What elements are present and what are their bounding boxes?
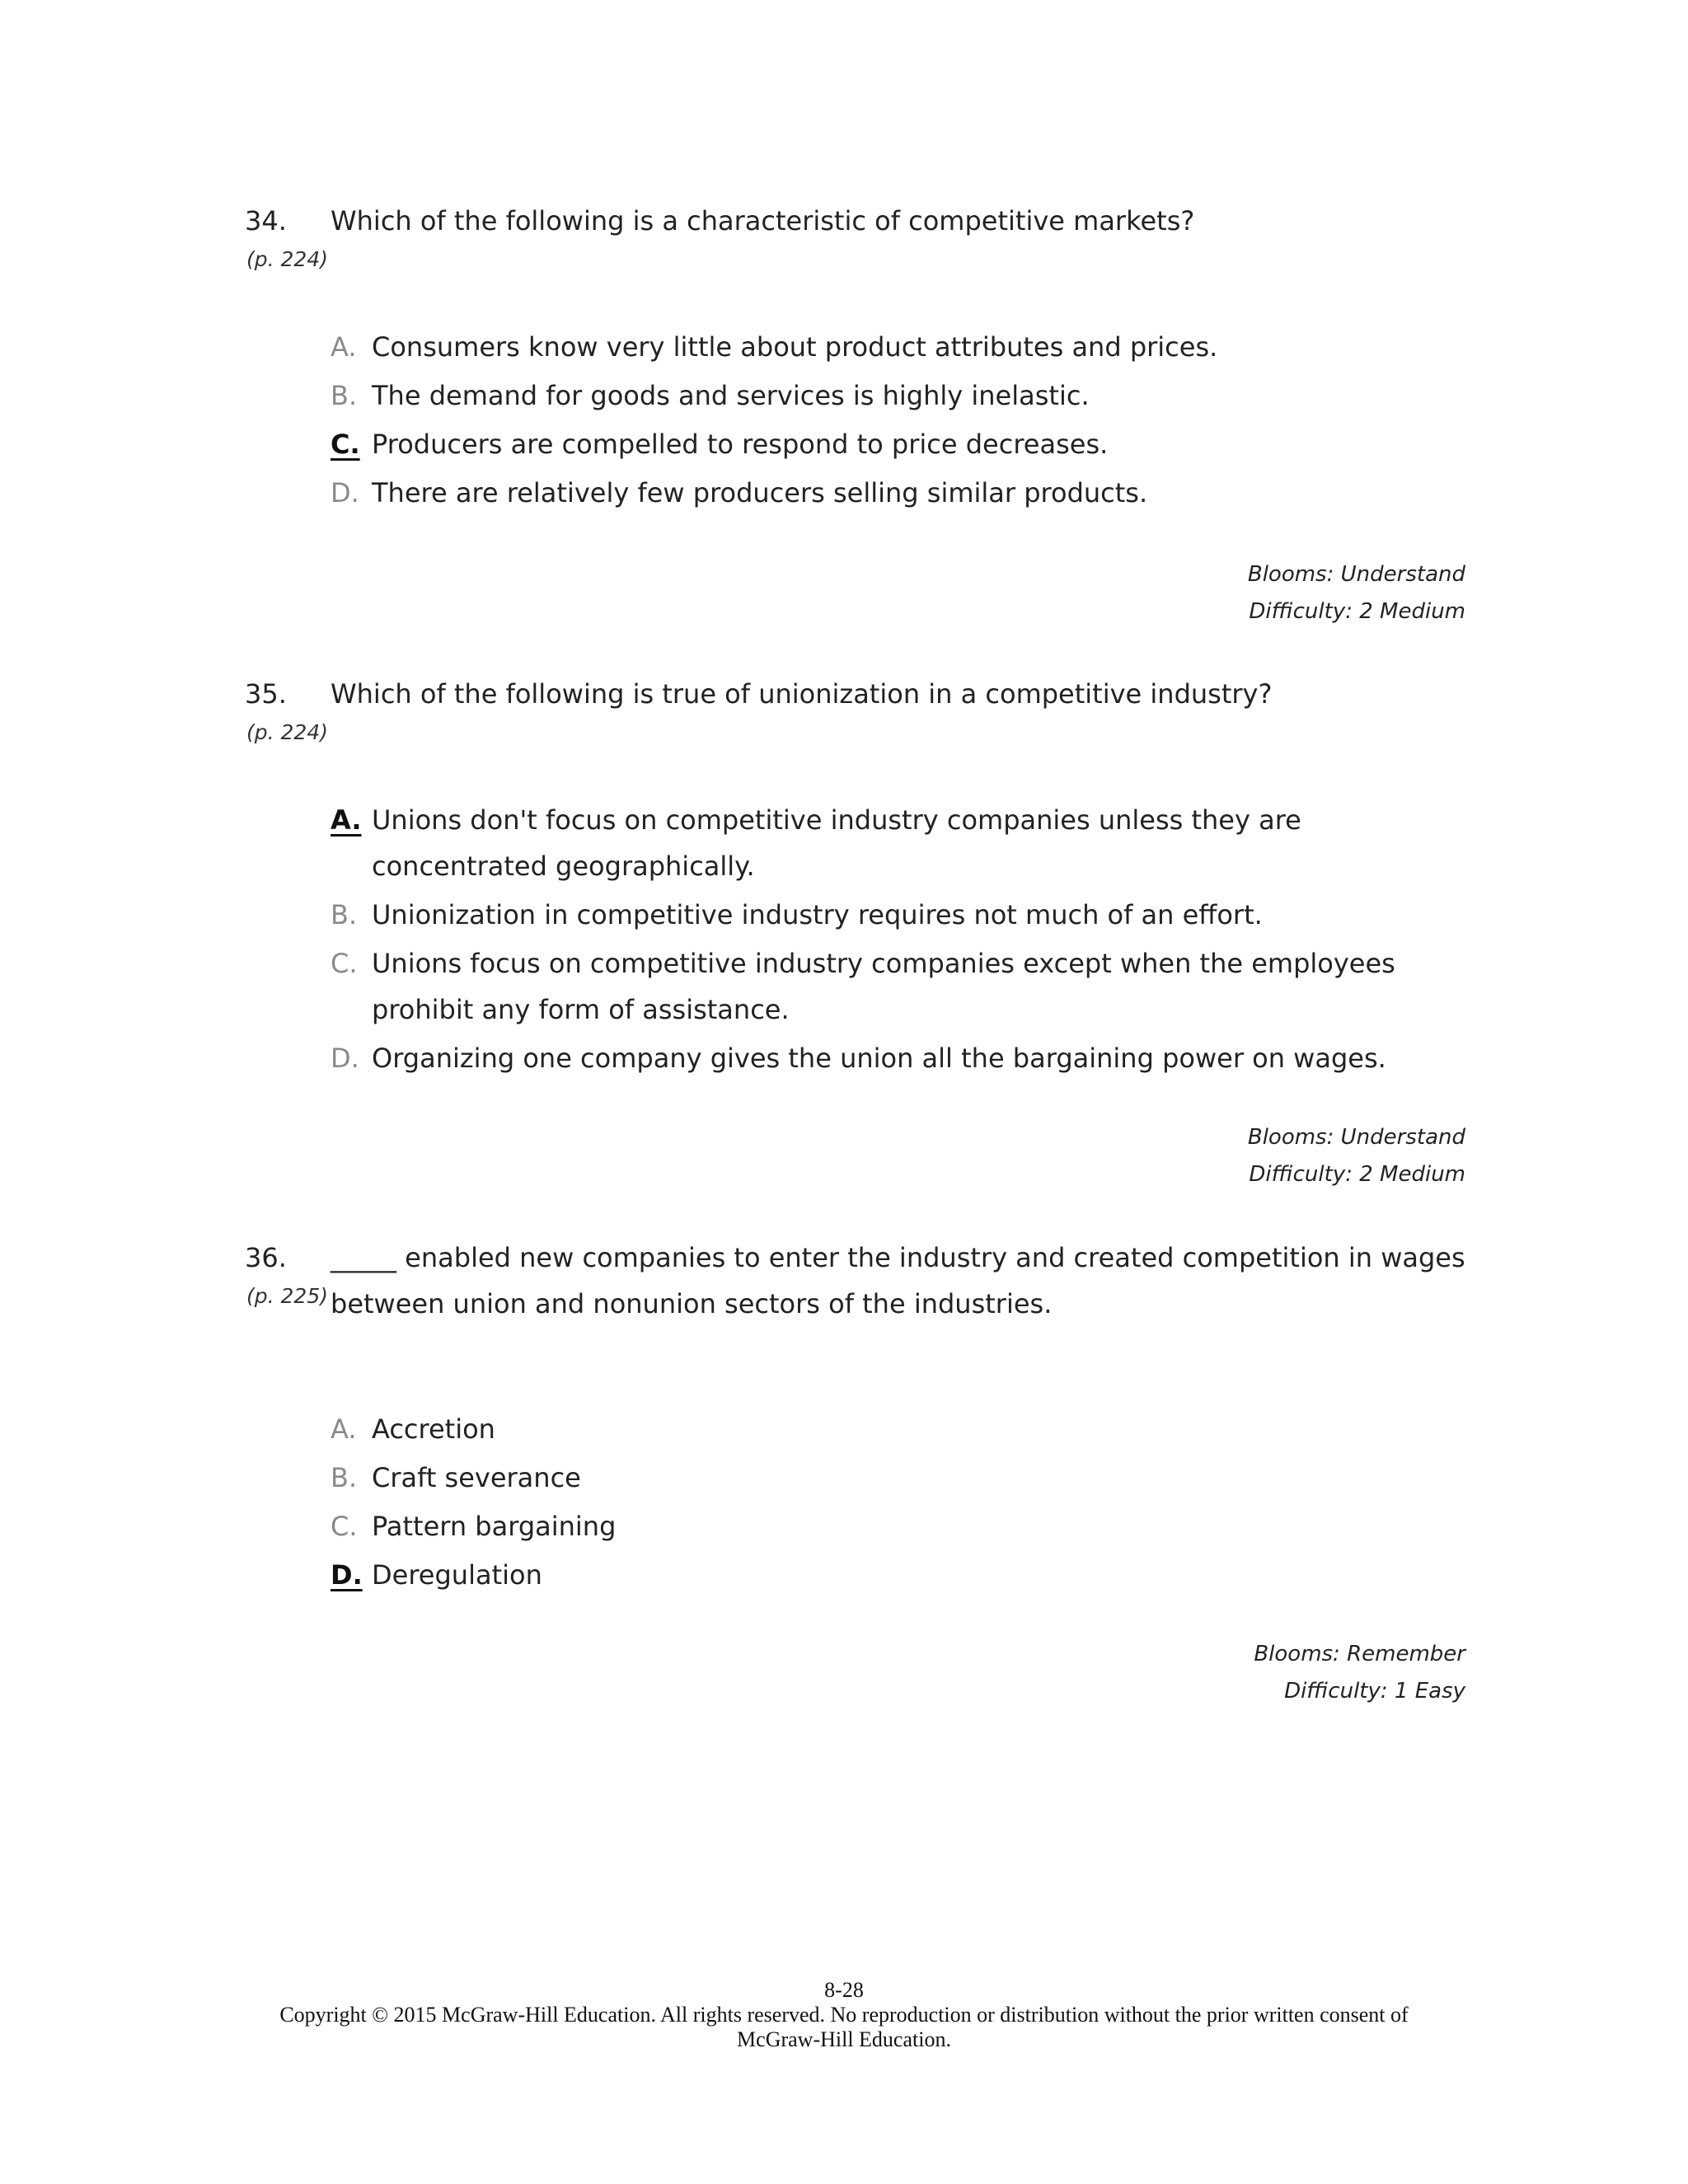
question-number: 36. bbox=[245, 1242, 287, 1273]
option-b bbox=[331, 373, 1468, 419]
question-34 bbox=[245, 198, 1465, 509]
option-text: Deregulation bbox=[372, 1559, 542, 1591]
difficulty-level: Difficulty: 2 Medium bbox=[1249, 1162, 1465, 1187]
option-letter: B. bbox=[331, 380, 358, 411]
option-c bbox=[331, 1503, 1468, 1549]
question-36-metadata bbox=[971, 1636, 1465, 1710]
option-d-correct bbox=[331, 1552, 1468, 1598]
option-letter: C. bbox=[331, 948, 358, 979]
option-text: The demand for goods and services is highly inelastic. bbox=[372, 380, 1090, 411]
question-text: Which of the following is true of unionization in a competitive industry? bbox=[331, 678, 1273, 710]
option-text: Consumers know very little about product attributes and prices. bbox=[372, 331, 1218, 363]
option-text: Accretion bbox=[372, 1413, 495, 1445]
option-c bbox=[331, 940, 1468, 1033]
question-35-metadata bbox=[971, 1119, 1465, 1193]
option-letter: C. bbox=[331, 1511, 358, 1542]
blooms-level: Blooms: Understand bbox=[1247, 562, 1465, 587]
option-text: There are relatively few producers selling similar products. bbox=[372, 477, 1148, 509]
option-b bbox=[331, 892, 1468, 938]
question-text: _____ enabled new companies to enter the industry and created competition in wages between union and nonunion sectors of the industries. bbox=[331, 1242, 1474, 1319]
copyright-line-2: McGraw-Hill Education. bbox=[737, 2027, 951, 2051]
option-letter: D. bbox=[331, 1043, 359, 1074]
option-letter: B. bbox=[331, 899, 358, 930]
option-text: Unions don't focus on competitive industry companies unless they are concentrated geographically. bbox=[372, 804, 1301, 882]
question-number: 34. bbox=[245, 205, 287, 237]
option-text: Craft severance bbox=[372, 1462, 581, 1493]
page-number: 8-28 bbox=[824, 1978, 864, 2002]
option-letter: A. bbox=[331, 331, 357, 363]
blooms-level: Blooms: Remember bbox=[1254, 1642, 1465, 1666]
question-35 bbox=[245, 671, 1465, 1074]
option-d bbox=[331, 470, 1468, 516]
option-text: Unions focus on competitive industry companies except when the employees prohibit any form of assistance. bbox=[372, 948, 1395, 1025]
option-d bbox=[331, 1035, 1468, 1081]
page-reference: (p. 224) bbox=[246, 247, 328, 271]
page-reference: (p. 224) bbox=[246, 720, 328, 744]
question-text: Which of the following is a characteristic of competitive markets? bbox=[331, 205, 1195, 237]
option-a bbox=[331, 1406, 1468, 1452]
difficulty-level: Difficulty: 2 Medium bbox=[1249, 599, 1465, 624]
option-letter-correct: C. bbox=[331, 429, 360, 460]
option-text: Producers are compelled to respond to price decreases. bbox=[372, 429, 1109, 460]
option-text: Unionization in competitive industry requires not much of an effort. bbox=[372, 899, 1263, 930]
option-letter-correct: D. bbox=[331, 1559, 363, 1591]
option-text: Organizing one company gives the union all the bargaining power on wages. bbox=[372, 1043, 1386, 1074]
option-letter: A. bbox=[331, 1413, 357, 1445]
option-a bbox=[331, 324, 1468, 370]
option-letter-correct: A. bbox=[331, 804, 362, 836]
page-reference: (p. 225) bbox=[246, 1284, 328, 1308]
option-a-correct bbox=[331, 797, 1468, 889]
blooms-level: Blooms: Understand bbox=[1247, 1125, 1465, 1150]
answer-options bbox=[331, 324, 1468, 518]
option-b bbox=[331, 1455, 1468, 1501]
option-letter: B. bbox=[331, 1462, 358, 1493]
question-34-metadata bbox=[971, 556, 1465, 630]
question-header bbox=[245, 1235, 1474, 1327]
option-text: Pattern bargaining bbox=[372, 1511, 617, 1542]
copyright-line-1: Copyright © 2015 McGraw-Hill Education. All rights reserved. No reproduction or distribution without the prior written consent of bbox=[279, 2003, 1409, 2027]
answer-options bbox=[331, 797, 1468, 1084]
answer-options bbox=[331, 1406, 1468, 1601]
page-footer bbox=[0, 1978, 1688, 2052]
question-header bbox=[245, 671, 1465, 717]
option-c-correct bbox=[331, 421, 1468, 467]
question-header bbox=[245, 198, 1465, 244]
option-letter: D. bbox=[331, 477, 359, 509]
question-number: 35. bbox=[245, 678, 287, 710]
difficulty-level: Difficulty: 1 Easy bbox=[1284, 1679, 1465, 1704]
question-36 bbox=[245, 1235, 1474, 1591]
